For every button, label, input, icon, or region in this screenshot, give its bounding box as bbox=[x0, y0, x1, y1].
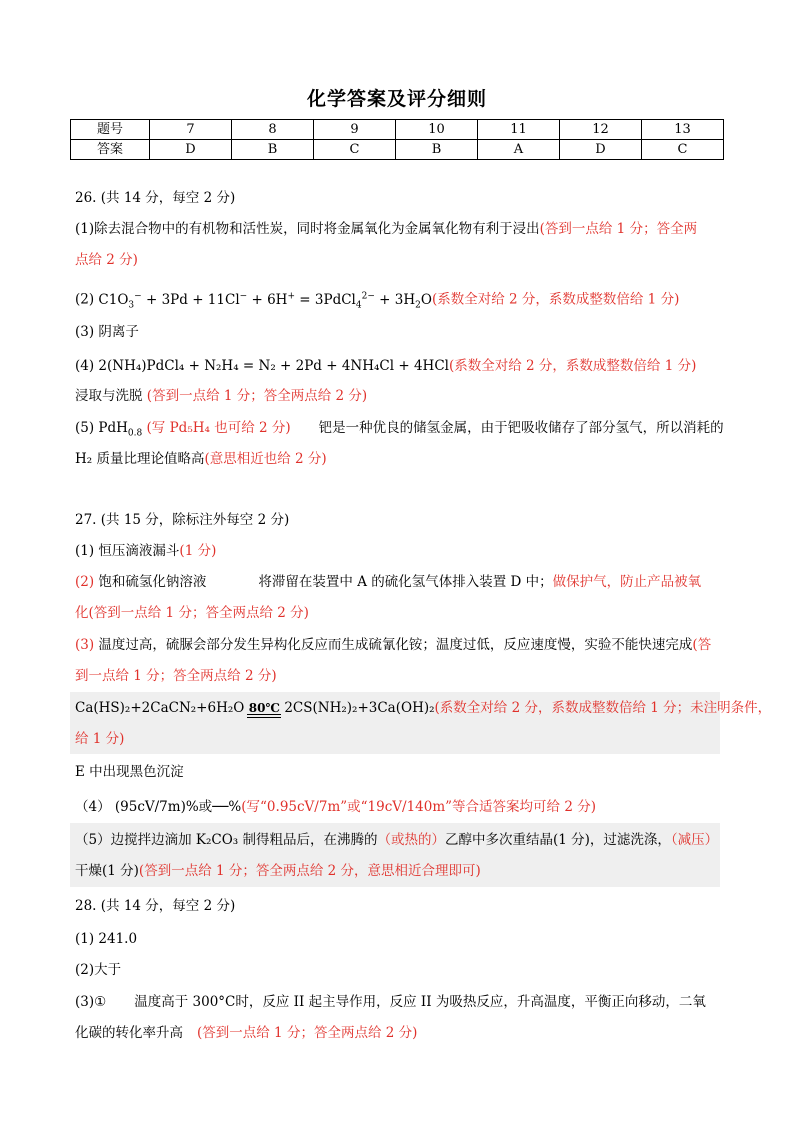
table-cell: 11 bbox=[478, 120, 560, 140]
table-cell: 12 bbox=[560, 120, 642, 140]
table-cell: 8 bbox=[232, 120, 314, 140]
q27-p5-text: （5）边搅拌边滴加 K₂CO₃ 制得粗品后，在沸腾的 bbox=[75, 832, 378, 848]
q26-p5-sub: 0.8 bbox=[127, 428, 143, 439]
table-cell: D bbox=[560, 140, 642, 160]
q27-p2 bbox=[75, 572, 725, 592]
q27-p2-text: 将滞留在装置中 A 的硫化氢气体排入装置 D 中； bbox=[258, 574, 553, 590]
q28-p3-text-cont: 化碳的转化率升高 bbox=[75, 1025, 183, 1041]
q26-p2-score: (系数全对给 2 分，系数成整数倍给 1 分) bbox=[431, 291, 680, 308]
table-row-numbers bbox=[71, 120, 724, 140]
table-cell: 7 bbox=[150, 120, 232, 140]
q27-p5-score: （或热的） bbox=[377, 832, 445, 848]
table-cell: B bbox=[396, 140, 478, 160]
q26-p4b-score: (答到一点给 1 分；答全两点给 2 分) bbox=[146, 388, 368, 404]
q27-p5-cont bbox=[75, 861, 725, 881]
q28-p2: (2)大于 bbox=[75, 962, 122, 978]
q27-eq-right: 2CS(NH₂)₂+3Ca(OH)₂ bbox=[284, 700, 435, 716]
q28-p3 bbox=[75, 992, 725, 1012]
q26-p1-score-cont: 点给 2 分) bbox=[75, 252, 138, 268]
q26-p5 bbox=[75, 418, 725, 444]
q26-p4 bbox=[75, 356, 725, 376]
q26-p1-text: (1)除去混合物中的有机物和活性炭，同时将金属氧化为金属氧化物有利于浸出 bbox=[75, 221, 540, 237]
q27-equation bbox=[75, 698, 772, 718]
q27-eq-score: (系数全对给 2 分，系数成整数倍给 1 分；未注明条件， bbox=[434, 700, 772, 716]
table-cell: 10 bbox=[396, 120, 478, 140]
q27-p1 bbox=[75, 541, 725, 561]
reaction-condition: 80℃ bbox=[248, 701, 280, 715]
q27-p2-answer: 饱和硫氢化钠溶液 bbox=[94, 574, 207, 590]
q26-p5-score-2: (意思相近也给 2 分) bbox=[204, 451, 327, 467]
table-row-answers bbox=[71, 140, 724, 160]
q27-p3-text: 温度过高，硫脲会部分发生异构化反应而生成硫氰化铵；温度过低，反应速度慢，实验不能快速完成 bbox=[94, 637, 693, 653]
q26-p5-text-cont: H₂ 质量比理论值略高 bbox=[75, 451, 205, 467]
q26-p4-score: (系数全对给 2 分，系数成整数倍给 1 分) bbox=[448, 358, 697, 374]
q27-p4-score: (写“0.95cV/7m”或“19cV/140m”等合适答案均可给 2 分) bbox=[241, 799, 596, 815]
answer-table bbox=[70, 119, 724, 160]
table-cell: 9 bbox=[314, 120, 396, 140]
q27-heading: 27. (共 15 分，除标注外每空 2 分) bbox=[75, 512, 290, 528]
q27-p3-score: (答 bbox=[692, 637, 712, 653]
q26-heading: 26. (共 14 分，每空 2 分) bbox=[75, 190, 236, 206]
q28-p3-cont bbox=[75, 1023, 725, 1043]
q27-pe: E 中出现黑色沉淀 bbox=[75, 764, 184, 780]
q28-p3-text: 温度高于 300°C时，反应 II 起主导作用，反应 II 为吸热反应，升高温度，平衡正向移动，二氧 bbox=[134, 994, 706, 1010]
answer-label: 答案 bbox=[71, 140, 150, 160]
q26-p5-text: 钯是一种优良的储氢金属，由于钯吸收储存了部分氢气，所以消耗的 bbox=[318, 420, 724, 436]
q27-p4-text: （4） (95cV/7m)%或──% bbox=[75, 799, 242, 815]
reaction-arrow bbox=[247, 702, 281, 718]
q26-p2-equation: $C1O_3^- + 3Pd + 11Cl^- + 6H^+$ = 3PdCl$_4^{2-}$ + $3H_2O$ bbox=[98, 291, 432, 311]
table-cell: A bbox=[478, 140, 560, 160]
q27-p1-score: (1 分) bbox=[179, 543, 217, 559]
q26-p5-score: (写 Pd₅H₄ 也可给 2 分) bbox=[142, 420, 291, 436]
q27-p3 bbox=[75, 635, 725, 655]
q27-p2-score: 做保护气，防止产品被氧 bbox=[552, 574, 702, 590]
q28-p3-score: (答到一点给 1 分；答全两点给 2 分) bbox=[197, 1025, 418, 1041]
q27-p5-text-2: 乙醇中多次重结晶(1 分)，过滤洗涤， bbox=[444, 832, 671, 848]
q27-p5 bbox=[75, 830, 725, 850]
q26-p1 bbox=[75, 219, 725, 239]
page-title: 化学答案及评分细则 bbox=[306, 88, 487, 110]
q28-p1: (1) 241.0 bbox=[75, 931, 138, 947]
q27-p5-score-3: (答到一点给 1 分；答全两点给 2 分，意思相近合理即可) bbox=[138, 863, 481, 879]
q26-p4-equation: (4) 2(NH₄)PdCl₄ + N₂H₄ = N₂ + 2Pd + 4NH₄Cl + 4HCl bbox=[75, 358, 449, 374]
q26-p2-num: (2) bbox=[75, 291, 99, 308]
q26-p2 bbox=[75, 286, 725, 315]
table-cell: 13 bbox=[642, 120, 724, 140]
table-cell: B bbox=[232, 140, 314, 160]
q27-p2-num: (2) bbox=[75, 574, 95, 590]
q27-p5-text-3: 干燥(1 分) bbox=[75, 863, 139, 879]
q26-p5-formula: (5) PdH bbox=[75, 420, 128, 436]
q27-p5-score-2: （减压） bbox=[670, 832, 719, 848]
q27-p4 bbox=[75, 797, 725, 817]
q26-p3: (3) 阴离子 bbox=[75, 324, 139, 340]
q26-p4b-text: 浸取与洗脱 bbox=[75, 388, 147, 404]
table-cell: C bbox=[314, 140, 396, 160]
q26-p1-score: (答到一点给 1 分；答全两 bbox=[539, 221, 698, 237]
q26-p5-cont bbox=[75, 449, 725, 469]
q26-p4b bbox=[75, 386, 725, 406]
q27-p1-text: (1) 恒压滴液漏斗 bbox=[75, 543, 180, 559]
q28-p3-num: (3)① bbox=[75, 994, 107, 1010]
table-cell: D bbox=[150, 140, 232, 160]
q28-heading: 28. (共 14 分，每空 2 分) bbox=[75, 898, 236, 914]
q27-eq-score-cont: 给 1 分) bbox=[75, 731, 125, 747]
q27-eq-left: Ca(HS)₂+2CaCN₂+6H₂O bbox=[75, 700, 245, 716]
table-cell: C bbox=[642, 140, 724, 160]
q27-p3-score-cont: 到一点给 1 分；答全两点给 2 分) bbox=[75, 668, 277, 684]
header-label: 题号 bbox=[71, 120, 150, 140]
q27-p2-score-cont: 化(答到一点给 1 分；答全两点给 2 分) bbox=[75, 605, 309, 621]
q27-p3-num: (3) bbox=[75, 637, 95, 653]
